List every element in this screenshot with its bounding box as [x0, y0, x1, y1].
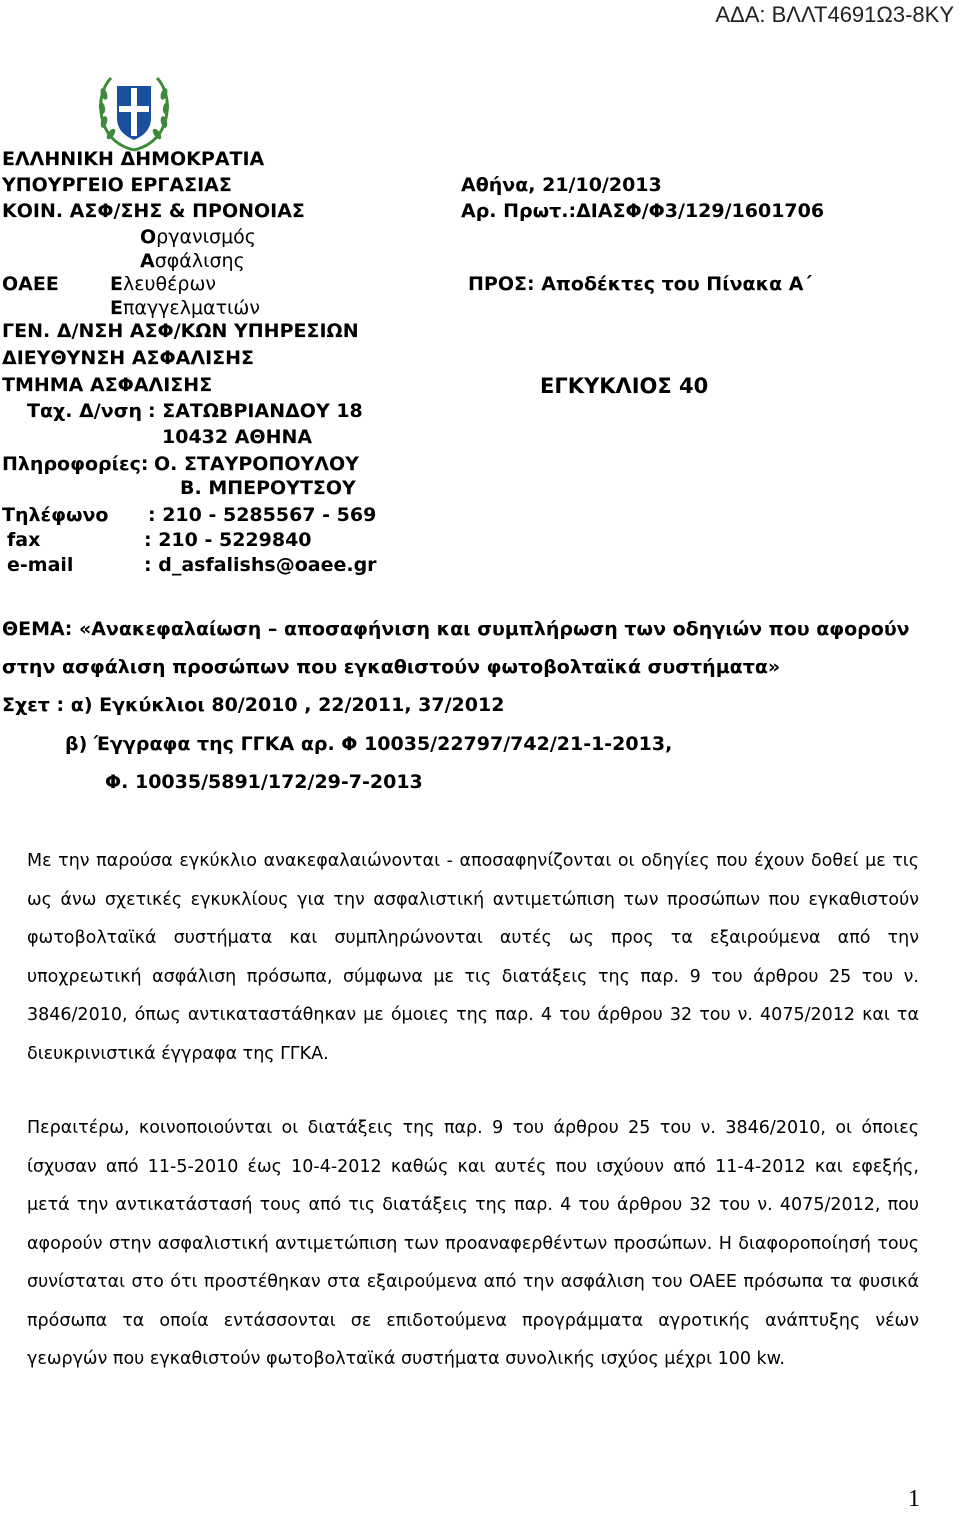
body-paragraph-2: Περαιτέρω, κοινοποιούνται οι διατάξεις της παρ. 9 του άρθρου 25 του ν. 3846/2010, οι όποιες ίσχυσαν από 11-5-2010 έως 10-4-2012 καθώς και αυτές που ισχύουν από 11-4-2012 και εφεξής, μετά την αντικατάστασή τους από τις διατάξεις της παρ. 4 του άρθρου 32 του ν. 4075/2012, που αφορούν στην ασφαλιστική αντιμετώπιση των προαναφερθέντων προσώπων. Η διαφοροποίησή τους συνίσταται στο ότι προστέθηκαν στα εξαιρούμενα από την ασφάλιση του ΟΑΕΕ πρόσωπα τα φυσικά πρόσωπα τα οποία εντάσσονται σε επιδοτούμενα προγράμματα αγροτικής ανάπτυξης νέων γεωργών που εγκαθιστούν φωτοβολταϊκά συστήματα συνολικής ισχύος μέχρι 100 kw.: [27, 1118, 919, 1369]
fax-value: : 210 - 5229840: [144, 529, 312, 551]
address-city: 10432 ΑΘΗΝΑ: [162, 426, 313, 448]
org-name-line4: Επαγγελματιών: [110, 297, 260, 319]
org-acronym: ΟΑΕΕ: [2, 273, 59, 295]
reference-c: Φ. 10035/5891/172/29-7-2013: [105, 771, 423, 793]
sender-line-section: ΤΜΗΜΑ ΑΣΦΑΛΙΣΗΣ: [2, 374, 213, 396]
ada-code: ΑΔΑ: ΒΛΛΤ4691Ω3-8ΚΥ: [715, 2, 954, 27]
org-name-line3: Ελευθέρων: [110, 273, 216, 295]
fax-label: fax: [7, 529, 41, 551]
info-contact-2: Β. ΜΠΕΡΟΥΤΣΟΥ: [180, 477, 356, 499]
circular-number: ΕΓΚΥΚΛΙΟΣ 40: [540, 374, 709, 398]
address-label: Ταχ. Δ/νση: [27, 400, 143, 422]
body-paragraph-1: Με την παρούσα εγκύκλιο ανακεφαλαιώνονται - αποσαφηνίζονται οι οδηγίες που έχουν δοθεί με τις ως άνω σχετικές εγκυκλίους για την ασφαλιστική αντιμετώπιση των προσώπων που εγκαθιστούν φωτοβολταϊκά συστήματα και συμπληρώνονται αυτές ως προς τα εξαιρούμενα από την υποχρεωτική ασφάλιση πρόσωπα, σύμφωνα με τις διατάξεις της παρ. 9 του άρθρου 25 του ν. 3846/2010, όπως αντικαταστάθηκαν με όμοιες της παρ. 4 του άρθρου 32 του ν. 4075/2012 και τα διευκρινιστικά έγγραφα της ΓΓΚΑ.: [27, 851, 919, 1064]
phone-value: : 210 - 5285567 - 569: [148, 504, 377, 526]
sender-line-general-directorate: ΓΕΝ. Δ/ΝΣΗ ΑΣΦ/ΚΩΝ ΥΠΗΡΕΣΙΩΝ: [2, 320, 359, 342]
sender-line-department: ΚΟΙΝ. ΑΣΦ/ΣΗΣ & ΠΡΟΝΟΙΑΣ: [2, 200, 305, 222]
reference-a: Σχετ : α) Εγκύκλιοι 80/2010 , 22/2011, 37/2012: [2, 694, 505, 716]
document-date: Αθήνα, 21/10/2013: [461, 174, 662, 196]
info-label: Πληροφορίες:: [2, 453, 149, 475]
page-number: 1: [908, 1486, 920, 1512]
sender-line-ministry: ΥΠΟΥΡΓΕΙΟ ΕΡΓΑΣΙΑΣ: [2, 174, 232, 196]
phone-label: Τηλέφωνο: [2, 504, 109, 526]
sender-line-directorate: ΔΙΕΥΘΥΝΣΗ ΑΣΦΑΛΙΣΗΣ: [2, 347, 254, 369]
org-name-line1: Οργανισμός: [140, 226, 256, 248]
reference-b: β) Έγγραφα της ΓΓΚΑ αρ. Φ 10035/22797/742/21-1-2013,: [65, 733, 673, 755]
protocol-number: Αρ. Πρωτ.:ΔΙΑΣΦ/Φ3/129/1601706: [461, 200, 825, 222]
org-name-line2: Ασφάλισης: [140, 250, 245, 272]
email-label: e-mail: [7, 554, 74, 576]
sender-line-republic: ΕΛΛΗΝΙΚΗ ΔΗΜΟΚΡΑΤΙΑ: [2, 148, 265, 170]
subject-line-2: στην ασφάλιση προσώπων που εγκαθιστούν φωτοβολταϊκά συστήματα»: [2, 656, 781, 678]
recipients: ΠΡΟΣ: Αποδέκτες του Πίνακα Α΄: [468, 273, 812, 295]
info-contact-1: Ο. ΣΤΑΥΡΟΠΟΥΛΟΥ: [154, 453, 359, 475]
email-value: : d_asfalishs@oaee.gr: [144, 554, 377, 576]
greek-coat-of-arms-icon: [95, 74, 173, 154]
address-value: : ΣΑΤΩΒΡΙΑΝΔΟΥ 18: [148, 400, 363, 422]
subject-line-1: ΘΕΜΑ: «Ανακεφαλαίωση – αποσαφήνιση και συμπλήρωση των οδηγιών που αφορούν: [2, 618, 910, 640]
